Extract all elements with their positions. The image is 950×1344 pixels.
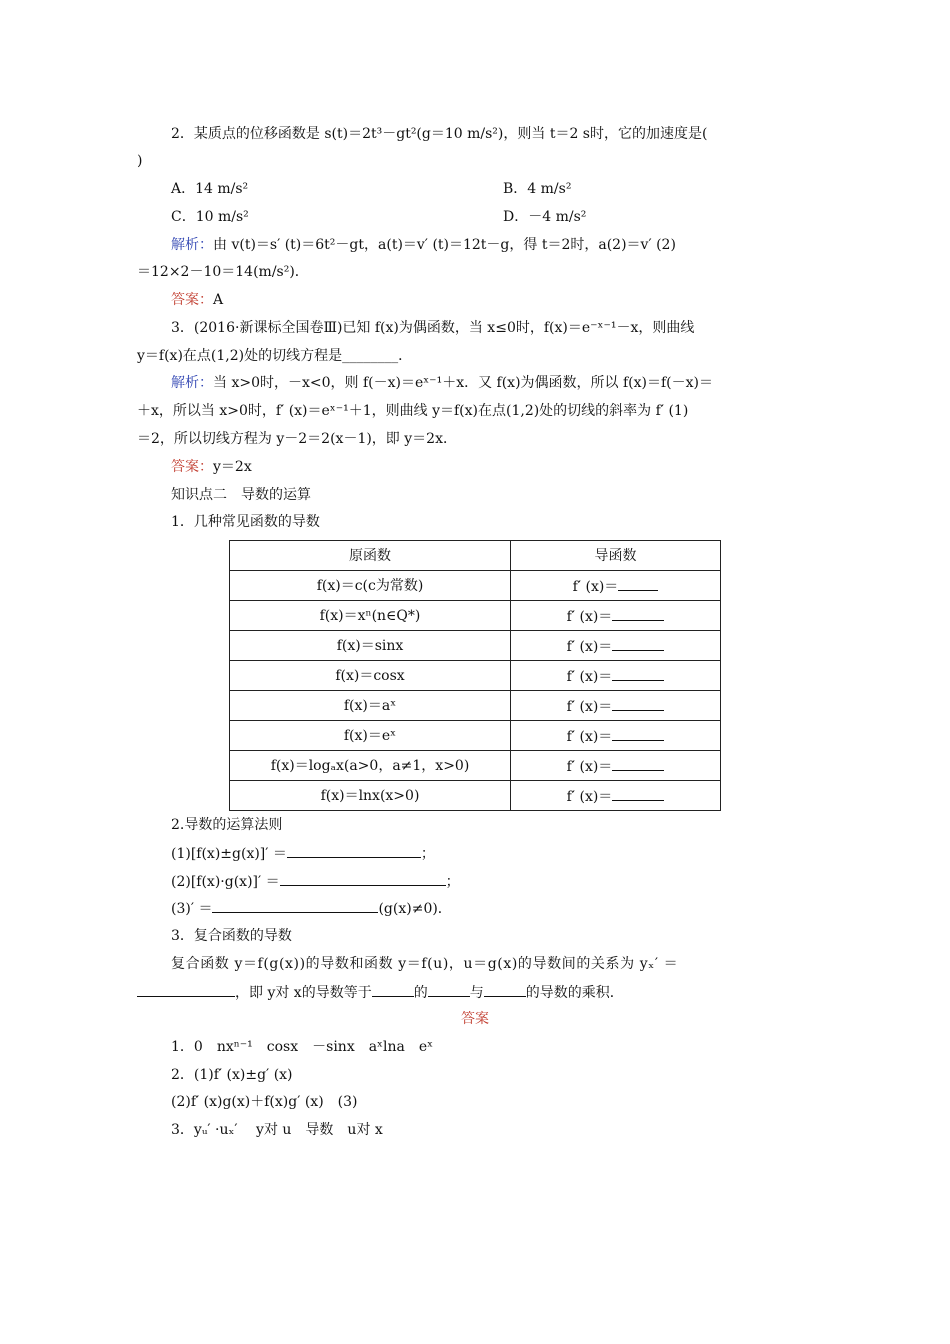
table-cell-derivative: f′ (x)＝: [511, 721, 721, 751]
q3-analysis-text1: 当 x>0时，－x<0，则 f(－x)＝eˣ⁻¹＋x．又 f(x)为偶函数，所以 f(x)＝f(－x)＝: [213, 375, 713, 391]
fill-blank: [484, 982, 526, 997]
fill-blank: [612, 636, 664, 651]
table-row: [230, 661, 721, 691]
composite-line2: ，即 y对 x的导数等于 的 与 的导数的乘积．: [137, 982, 624, 1003]
derivative-table: [229, 540, 721, 811]
table-row: [230, 721, 721, 751]
fill-blank: [372, 982, 414, 997]
table-cell-original: f(x)＝aˣ: [230, 691, 511, 721]
q2-answer: A: [213, 292, 224, 308]
table-row: [230, 751, 721, 781]
table-row: [230, 781, 721, 811]
section-sub1: 1．几种常见函数的导数: [171, 514, 320, 530]
answer-1: 1．0 nxⁿ⁻¹ cosx －sinx aˣlna eˣ: [171, 1039, 434, 1055]
answer-2-2: (2)f′ (x)g(x)＋f(x)g′ (x) (3): [171, 1094, 358, 1110]
rule-2: (2)[f(x)·g(x)]′ ＝ ；: [171, 871, 460, 892]
table-header-row: [230, 541, 721, 571]
table-cell-original: f(x)＝lnx(x>0): [230, 781, 511, 811]
fill-blank: [612, 666, 664, 681]
fill-blank: [612, 726, 664, 741]
table-cell-original: f(x)＝eˣ: [230, 721, 511, 751]
rule-3: (3)′ ＝ (g(x)≠0)．: [171, 898, 452, 919]
answers-title: 答案: [461, 1011, 489, 1027]
answer-2-1: 2．(1)f′ (x)±g′ (x): [171, 1067, 293, 1083]
q3-stem-line2: y＝f(x)在点(1,2)处的切线方程是________．: [137, 348, 413, 364]
table-cell-original: f(x)＝c(c为常数): [230, 571, 511, 601]
fill-blank: [428, 982, 470, 997]
q3-stem-line1: 3．(2016·新课标全国卷Ⅲ)已知 f(x)为偶函数，当 x≤0时，f(x)＝e⁻ˣ⁻¹－x，则曲线: [171, 320, 695, 336]
q2-analysis-text1: 由 v(t)＝s′ (t)＝6t²－gt，a(t)＝v′ (t)＝12t－g，得 t＝2时，a(2)＝v′ (2): [213, 237, 676, 253]
composite-line1: 复合函数 y＝f(g(x))的导数和函数 y＝f(u)，u＝g(x)的导数间的关系为 yₓ′ ＝: [171, 956, 679, 972]
table-row: [230, 571, 721, 601]
table-cell-original: f(x)＝cosx: [230, 661, 511, 691]
section-sub2: 2.导数的运算法则: [171, 817, 283, 833]
q3-answer: y＝2x: [213, 459, 252, 475]
fill-blank: [612, 756, 664, 771]
q2-option-d: D．－4 m/s²: [503, 209, 587, 225]
table-cell-derivative: f′ (x)＝: [511, 781, 721, 811]
fill-blank: [280, 871, 446, 886]
table-cell-derivative: f′ (x)＝: [511, 691, 721, 721]
table-header: 原函数: [230, 541, 511, 571]
q3-analysis-line2: ＋x，所以当 x>0时，f′ (x)＝eˣ⁻¹＋1，则曲线 y＝f(x)在点(1,2)处的切线的斜率为 f′ (1): [137, 403, 689, 419]
fill-blank: [287, 843, 421, 858]
fill-blank: [612, 786, 664, 801]
fill-blank: [612, 696, 664, 711]
table-cell-derivative: f′ (x)＝: [511, 631, 721, 661]
table-cell-original: f(x)＝logₐx(a>0，a≠1，x>0): [230, 751, 511, 781]
answer-3: 3．yᵤ′ ·uₓ′ y对 u 导数 u对 x: [171, 1122, 383, 1138]
q3-answer-line: [171, 457, 252, 477]
table-cell-derivative: f′ (x)＝: [511, 751, 721, 781]
table-row: [230, 691, 721, 721]
q2-option-c: C．10 m/s²: [171, 209, 249, 225]
fill-blank: [137, 982, 235, 997]
table-cell-derivative: f′ (x)＝: [511, 571, 721, 601]
table-cell-derivative: f′ (x)＝: [511, 661, 721, 691]
q2-analysis-line1: [171, 235, 676, 255]
q2-stem-line1: 2．某质点的位移函数是 s(t)＝2t³－gt²(g＝10 m/s²)，则当 t＝2 s时，它的加速度是(: [171, 126, 708, 142]
section-sub3: 3．复合函数的导数: [171, 928, 292, 944]
q3-analysis-line1: [171, 373, 713, 393]
q2-stem-line2: ): [137, 153, 143, 169]
q3-analysis-line3: ＝2，所以切线方程为 y－2＝2(x－1)，即 y＝2x．: [137, 431, 457, 447]
answer-tag: 答案：: [171, 292, 213, 308]
analysis-tag: 解析：: [171, 237, 213, 253]
section-title: 知识点二 导数的运算: [171, 487, 311, 503]
fill-blank: [612, 606, 664, 621]
table-row: [230, 601, 721, 631]
table-cell-derivative: f′ (x)＝: [511, 601, 721, 631]
table-header: 导函数: [511, 541, 721, 571]
q2-answer-line: [171, 290, 223, 310]
rule-1: (1)[f(x)±g(x)]′ ＝ ；: [171, 843, 435, 864]
analysis-tag: 解析：: [171, 375, 213, 391]
answer-tag: 答案：: [171, 459, 213, 475]
table-cell-original: f(x)＝xⁿ(n∈Q*): [230, 601, 511, 631]
fill-blank: [618, 576, 658, 591]
table-cell-original: f(x)＝sinx: [230, 631, 511, 661]
q2-option-a: A．14 m/s²: [171, 181, 249, 197]
q2-option-b: B．4 m/s²: [503, 181, 572, 197]
fill-blank: [212, 898, 378, 913]
q2-analysis-line2: ＝12×2－10＝14(m/s²)．: [137, 264, 309, 280]
table-row: [230, 631, 721, 661]
